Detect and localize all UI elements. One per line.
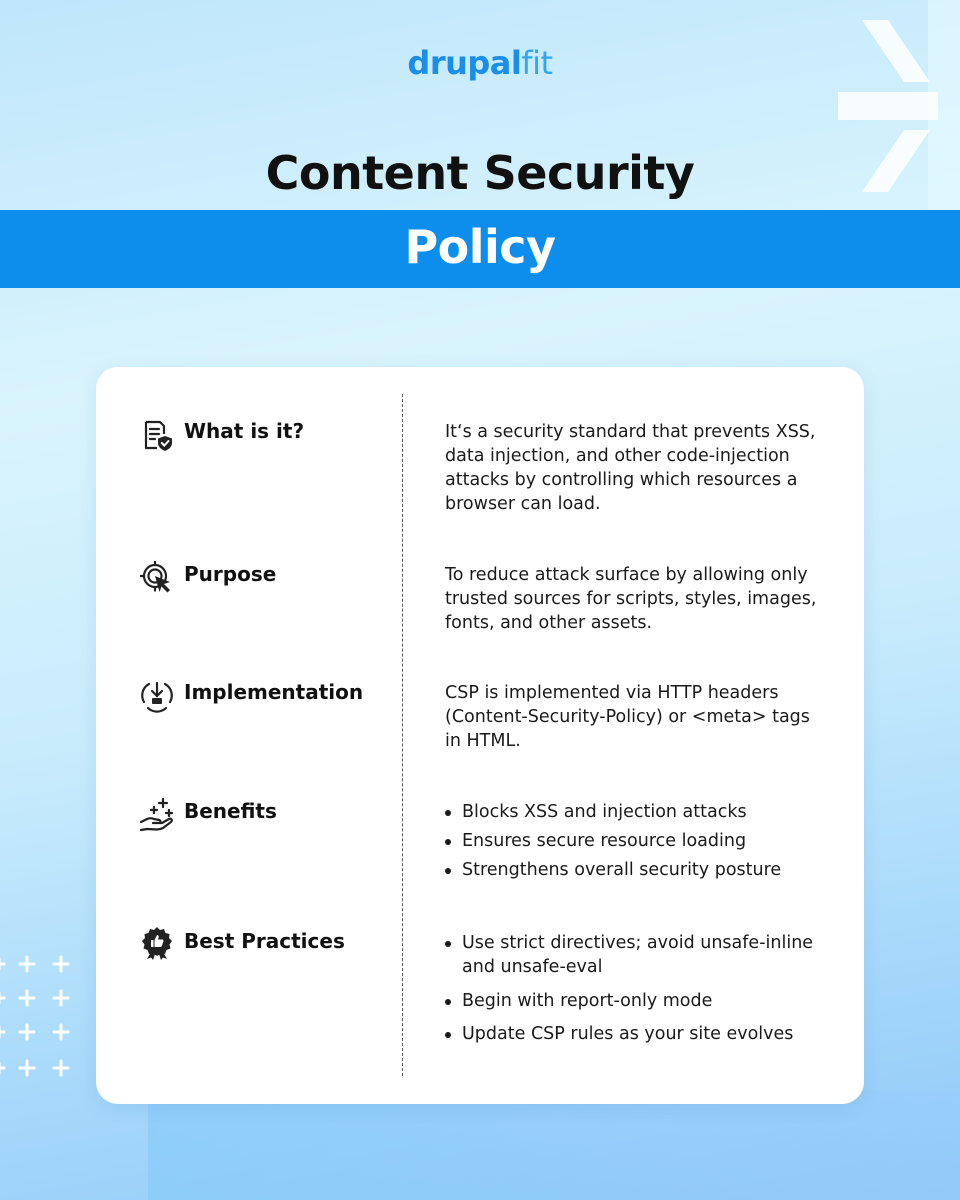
row-label-implementation: Implementation <box>184 680 364 704</box>
plus-pattern-icon <box>0 950 84 1090</box>
row-description-purpose: To reduce attack surface by allowing only trusted sources for scripts, styles, images, fonts, and other assets. <box>445 565 817 633</box>
benefits-list <box>440 800 820 882</box>
brand-logo <box>0 44 960 82</box>
badge-thumbs-up-icon <box>140 926 174 960</box>
row-label-what-is-it: What is it? <box>184 419 305 443</box>
row-description-implementation: CSP is implemented via HTTP headers (Content-Security-Policy) or <meta> tags in HTML. <box>445 683 810 751</box>
row-label-benefits: Benefits <box>184 799 277 823</box>
implementation-arrows-icon <box>140 679 174 713</box>
list-item: Update CSP rules as your site evolves <box>440 1022 820 1046</box>
best-practices-list <box>440 931 820 1046</box>
hand-sparkle-icon <box>140 798 174 832</box>
list-item: Ensures secure resource loading <box>440 829 820 853</box>
document-shield-icon <box>140 418 174 452</box>
list-item: Begin with report-only mode <box>440 989 820 1013</box>
row-label-best-practices: Best Practices <box>184 929 345 953</box>
brand-logo-part1: drupal <box>407 44 522 82</box>
page-title-highlight: Policy <box>404 220 556 274</box>
list-item: Blocks XSS and injection attacks <box>440 800 820 824</box>
brand-logo-part2: fit <box>521 44 553 82</box>
row-label-purpose: Purpose <box>184 562 277 586</box>
list-item: Use strict directives; avoid unsafe-inline and unsafe-eval <box>440 931 820 979</box>
column-divider <box>402 394 403 1076</box>
list-item: Strengthens overall security posture <box>440 858 820 882</box>
background-panel <box>148 1090 960 1200</box>
page-title: Content Security <box>265 146 695 200</box>
target-cursor-icon <box>140 561 174 595</box>
row-description-what-is-it: It‘s a security standard that prevents XSS, data injection, and other code-injection attacks by controlling which resources a browser can load. <box>445 422 816 514</box>
